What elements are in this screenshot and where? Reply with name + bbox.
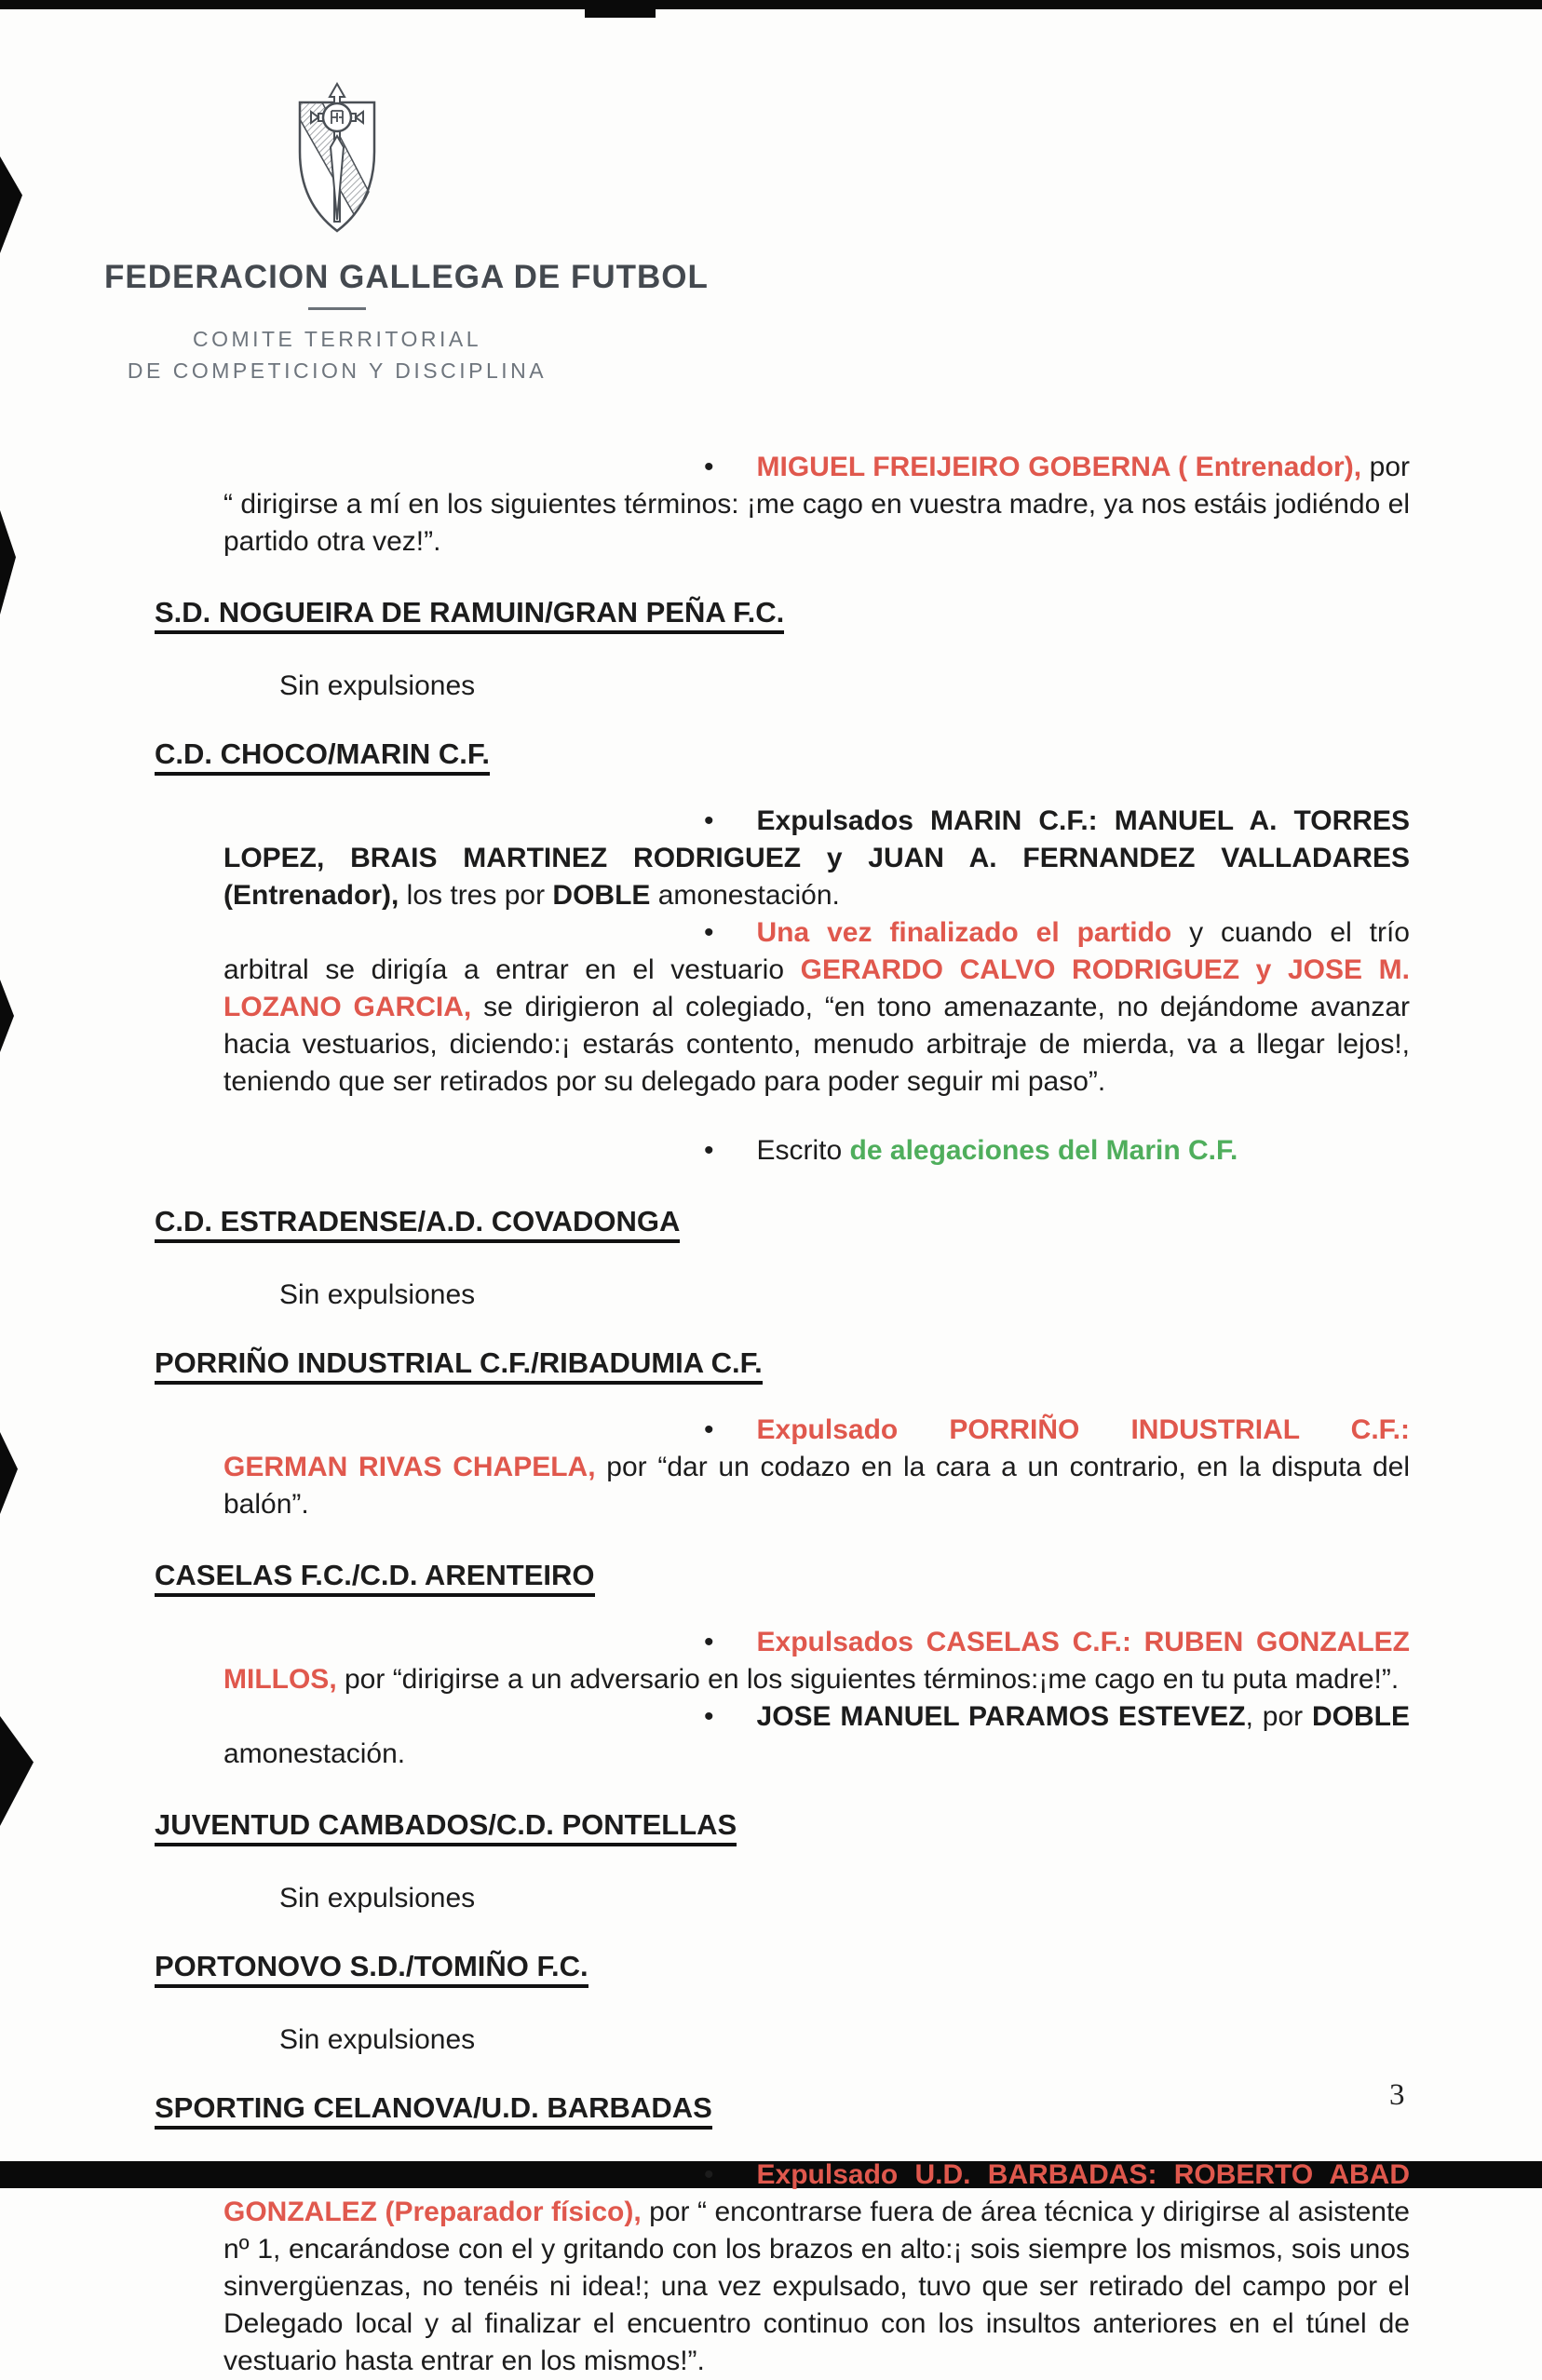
text-segment: Expulsados MARIN C.F.: MANUEL A. TORRES LOPEZ, BRAIS MARTINEZ RODRIGUEZ y JUAN A. FERNANDEZ VALLADARES (Entrenador), — [223, 805, 1410, 911]
sanction-item — [223, 1624, 1410, 1698]
text-segment: por “ dirigirse a mí en los siguientes términos: ¡me cago en vuestra madre, ya nos estáis jodiéndo el partido otra vez!”. — [223, 452, 1410, 557]
committee-line1: COMITE TERRITORIAL — [192, 327, 482, 351]
sanction-item — [223, 449, 1410, 561]
scan-artifact-left-edge — [0, 156, 22, 253]
match-heading — [155, 737, 1410, 771]
match-heading-text: SPORTING CELANOVA/U.D. BARBADAS — [155, 2091, 712, 2130]
no-expulsions-note: Sin expulsiones — [279, 1883, 476, 1913]
document-body — [155, 417, 1410, 2380]
bullet-icon: • — [704, 1135, 714, 1166]
match-heading-text: S.D. NOGUEIRA DE RAMUIN/GRAN PEÑA F.C. — [155, 596, 784, 634]
bullet-icon: • — [704, 1414, 714, 1445]
scan-artifact-left-edge — [0, 1432, 18, 1514]
match-heading — [155, 596, 1410, 629]
bullet-icon: • — [704, 805, 714, 836]
sanction-item — [223, 1132, 1410, 1170]
sanction-item — [223, 1698, 1410, 1773]
text-segment: de alegaciones del Marin C.F. — [849, 1135, 1238, 1166]
match-heading — [155, 1346, 1410, 1380]
text-segment: por “dirigirse a un adversario en los siguientes términos:¡me cago en tu puta madre!”. — [345, 1664, 1400, 1695]
no-expulsions-note: Sin expulsiones — [279, 670, 476, 701]
text-segment: DOBLE — [1312, 1701, 1410, 1732]
text-segment: amonestación. — [657, 880, 840, 911]
text-segment: Expulsado PORRIÑO INDUSTRIAL C.F.: GERMAN RIVAS CHAPELA, — [223, 1414, 1410, 1482]
federation-shield-logo — [291, 82, 384, 238]
text-segment: amonestación. — [223, 1738, 406, 1769]
match-heading — [155, 1950, 1410, 1983]
text-segment: , por — [1245, 1701, 1312, 1732]
bullet-icon: • — [704, 1627, 714, 1657]
scan-artifact-top-notch — [585, 0, 656, 18]
bullet-icon: • — [704, 917, 714, 948]
sanction-item — [223, 1412, 1410, 1523]
match-heading-text: CASELAS F.C./C.D. ARENTEIRO — [155, 1559, 595, 1597]
text-segment: DOBLE — [552, 880, 658, 911]
bullet-icon: • — [704, 1701, 714, 1732]
match-heading — [155, 1808, 1410, 1842]
text-segment: Expulsado U.D. BARBADAS: ROBERTO ABAD GONZALEZ (Preparador físico), — [223, 2159, 1410, 2227]
match-heading-text: C.D. ESTRADENSE/A.D. COVADONGA — [155, 1205, 680, 1243]
match-heading-text: C.D. CHOCO/MARIN C.F. — [155, 737, 490, 776]
match-heading — [155, 2091, 1410, 2125]
text-segment: se dirigieron al colegiado, “en tono amenazante, no dejándome avanzar hacia vestuarios, diciendo:¡ estarás contento, menudo arbitraje de mierda, va a llegar lejos!, teniendo que ser retirados por su delegado para poder seguir mi paso”. — [223, 992, 1410, 1097]
no-expulsions-note: Sin expulsiones — [279, 1279, 476, 1310]
text-segment: los tres por — [406, 880, 553, 911]
sanction-item — [223, 803, 1410, 914]
text-segment: Expulsados CASELAS C.F.: RUBEN GONZALEZ MILLOS, — [223, 1627, 1410, 1695]
letterhead — [104, 82, 709, 386]
match-heading-text: PORRIÑO INDUSTRIAL C.F./RIBADUMIA C.F. — [155, 1346, 763, 1385]
scan-artifact-left-edge — [0, 980, 14, 1052]
letterhead-rule — [308, 307, 366, 310]
sanction-item — [223, 2157, 1410, 2380]
match-heading — [155, 1205, 1410, 1238]
page-number: 3 — [1389, 2078, 1405, 2112]
text-segment: MIGUEL FREIJEIRO GOBERNA ( Entrenador), — [756, 452, 1370, 482]
org-name: FEDERACION GALLEGA DE FUTBOL — [104, 259, 709, 295]
match-heading-text: JUVENTUD CAMBADOS/C.D. PONTELLAS — [155, 1808, 737, 1846]
text-segment: Escrito — [756, 1135, 850, 1166]
text-segment: por “dar un codazo en la cara a un contrario, en la disputa del balón”. — [223, 1452, 1410, 1520]
no-expulsions-note: Sin expulsiones — [279, 2024, 476, 2055]
scan-artifact-left-edge — [0, 1716, 34, 1826]
text-segment: GERARDO CALVO RODRIGUEZ y JOSE M. LOZANO GARCIA, — [223, 954, 1410, 1022]
sanction-item — [223, 914, 1410, 1101]
match-heading-text: PORTONOVO S.D./TOMIÑO F.C. — [155, 1950, 588, 1988]
scan-artifact-left-edge — [0, 510, 16, 615]
bullet-icon: • — [704, 452, 714, 482]
bullet-icon: • — [704, 2159, 714, 2190]
text-segment: por “ encontrarse fuera de área técnica y dirigirse al asistente nº 1, encarándose con el y gritando con los brazos en alto:¡ sois siempre los mismos, sois unos sinvergüenzas, no tenéis ni idea!; una vez expulsado, tuvo que ser retirado del campo por el Delegado local y al finalizar el encuentro continuo con los insultos anteriores en el túnel de vestuario hasta entrar en los mismos!”. — [223, 2197, 1410, 2376]
text-segment: y cuando el trío arbitral se dirigía a entrar en el vestuario — [223, 917, 1410, 985]
committee-line2: DE COMPETICION Y DISCIPLINA — [127, 358, 548, 383]
match-heading — [155, 1559, 1410, 1592]
text-segment: Una vez finalizado el partido — [756, 917, 1190, 948]
scan-artifact-top-bar — [0, 0, 1542, 9]
text-segment: JOSE MANUEL PARAMOS ESTEVEZ — [756, 1701, 1246, 1732]
